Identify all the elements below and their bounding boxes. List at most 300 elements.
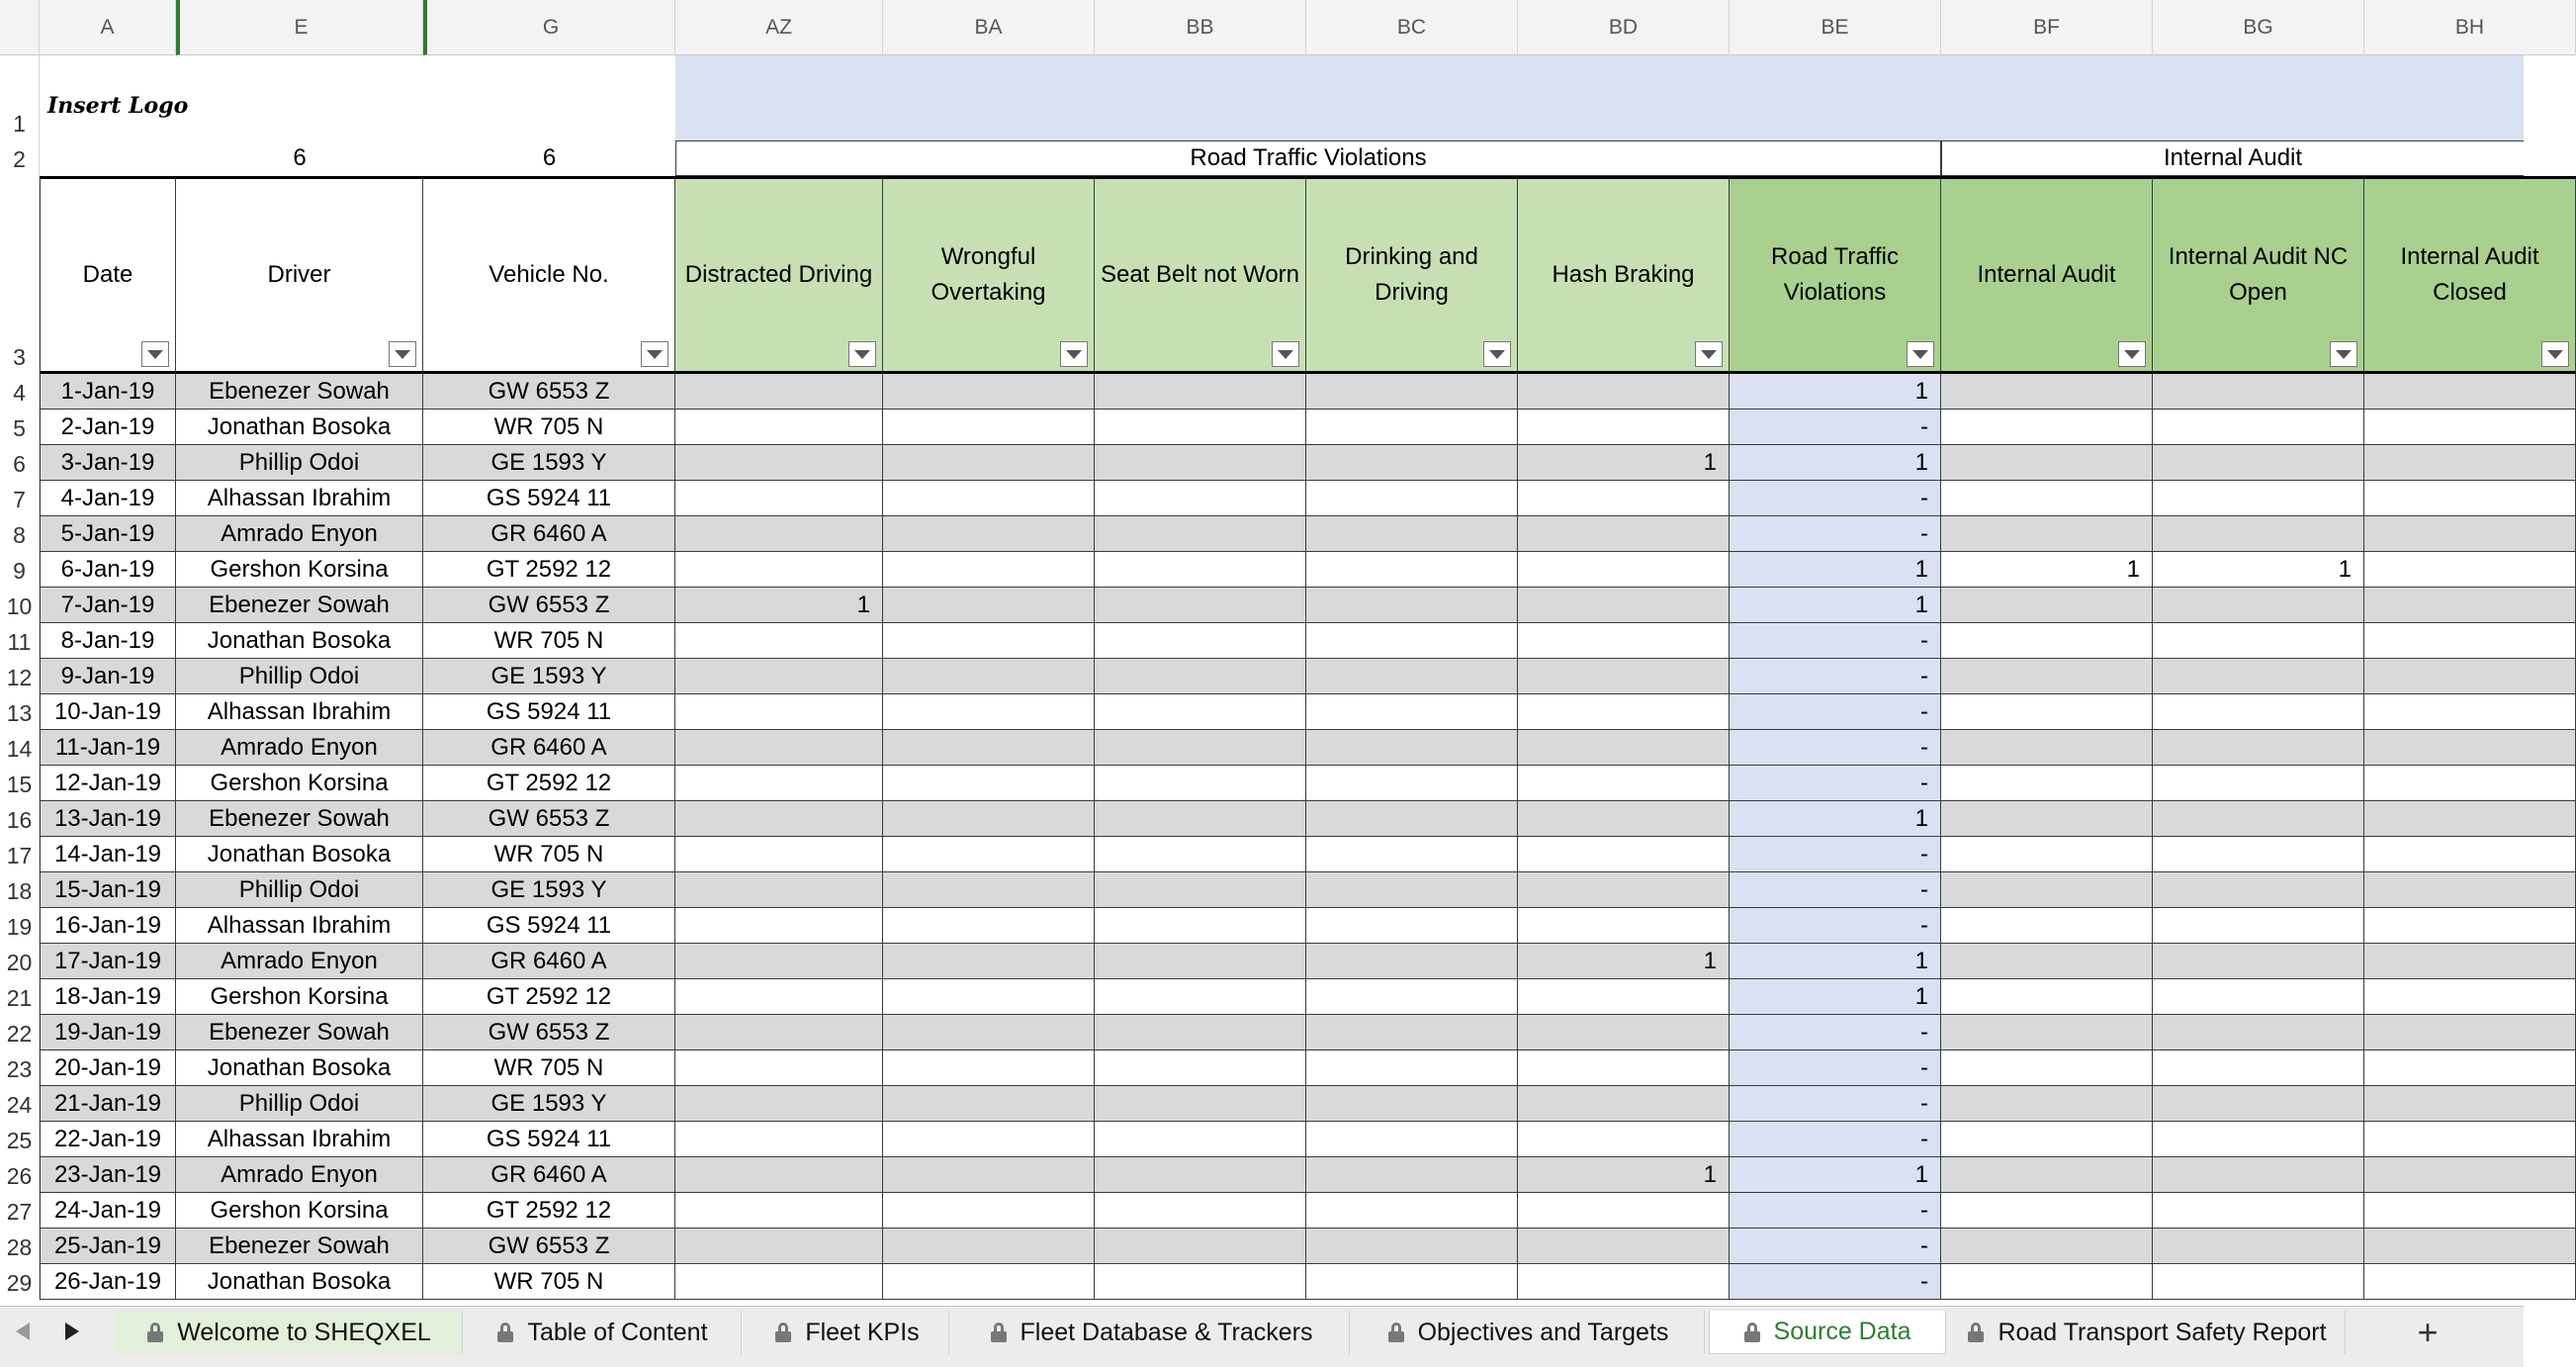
tab-scroll-left-icon[interactable] — [14, 1321, 32, 1347]
table-cell[interactable] — [1941, 623, 2153, 659]
table-cell[interactable]: 9-Jan-19 — [40, 659, 176, 694]
table-cell[interactable] — [1095, 1050, 1306, 1086]
table-cell[interactable] — [675, 659, 883, 694]
row-header[interactable]: 21 — [0, 979, 40, 1015]
table-cell[interactable] — [1095, 979, 1306, 1015]
table-cell[interactable] — [1518, 801, 1730, 837]
table-cell[interactable]: GT 2592 12 — [423, 979, 675, 1015]
table-cell[interactable] — [2364, 694, 2576, 730]
table-cell[interactable] — [2153, 1157, 2364, 1193]
table-cell[interactable] — [883, 837, 1095, 872]
table-cell[interactable]: GW 6553 Z — [423, 1015, 675, 1050]
table-cell[interactable] — [2364, 659, 2576, 694]
table-cell[interactable] — [1518, 481, 1730, 516]
table-cell[interactable] — [1941, 1229, 2153, 1264]
table-cell[interactable]: - — [1730, 908, 1941, 944]
table-cell[interactable]: Ebenezer Sowah — [176, 374, 423, 410]
table-cell[interactable] — [1095, 694, 1306, 730]
table-cell[interactable] — [2153, 623, 2364, 659]
table-cell[interactable] — [1306, 374, 1518, 410]
table-cell[interactable] — [1941, 445, 2153, 481]
table-cell[interactable] — [1095, 730, 1306, 766]
filter-dropdown-icon[interactable] — [2330, 341, 2357, 367]
column-header[interactable]: BC — [1306, 0, 1518, 55]
row-header[interactable]: 10 — [0, 588, 40, 623]
table-cell[interactable] — [1095, 410, 1306, 445]
table-cell[interactable] — [2364, 1050, 2576, 1086]
table-cell[interactable] — [1518, 588, 1730, 623]
table-cell[interactable] — [883, 1229, 1095, 1264]
table-cell[interactable] — [1941, 588, 2153, 623]
table-cell[interactable] — [883, 445, 1095, 481]
table-cell[interactable] — [1306, 1229, 1518, 1264]
table-cell[interactable] — [2364, 1086, 2576, 1122]
table-cell[interactable] — [1518, 1086, 1730, 1122]
table-cell[interactable] — [675, 979, 883, 1015]
table-cell[interactable]: - — [1730, 1015, 1941, 1050]
table-cell[interactable] — [883, 944, 1095, 979]
column-header[interactable]: BF — [1941, 0, 2153, 55]
table-cell[interactable] — [675, 1015, 883, 1050]
filter-dropdown-icon[interactable] — [1060, 341, 1088, 367]
table-cell[interactable] — [1306, 730, 1518, 766]
table-cell[interactable]: - — [1730, 766, 1941, 801]
table-cell[interactable] — [1941, 872, 2153, 908]
table-cell[interactable]: 18-Jan-19 — [40, 979, 176, 1015]
table-cell[interactable]: GT 2592 12 — [423, 552, 675, 588]
table-cell[interactable] — [1941, 1050, 2153, 1086]
row-header[interactable]: 2 — [0, 140, 40, 176]
table-cell[interactable] — [1941, 374, 2153, 410]
table-cell[interactable]: 13-Jan-19 — [40, 801, 176, 837]
table-cell[interactable] — [1306, 694, 1518, 730]
table-cell[interactable] — [1941, 837, 2153, 872]
table-cell[interactable] — [2364, 374, 2576, 410]
table-cell[interactable] — [1095, 1193, 1306, 1229]
table-cell[interactable] — [2153, 516, 2364, 552]
table-cell[interactable] — [883, 374, 1095, 410]
table-cell[interactable]: 6-Jan-19 — [40, 552, 176, 588]
table-cell[interactable] — [2153, 1086, 2364, 1122]
row-header[interactable]: 5 — [0, 410, 40, 445]
table-cell[interactable] — [1941, 801, 2153, 837]
table-cell[interactable] — [1306, 1157, 1518, 1193]
table-cell[interactable]: - — [1730, 1050, 1941, 1086]
table-cell[interactable]: Alhassan Ibrahim — [176, 481, 423, 516]
table-cell[interactable] — [1095, 659, 1306, 694]
table-cell[interactable]: 19-Jan-19 — [40, 1015, 176, 1050]
table-cell[interactable] — [883, 552, 1095, 588]
table-cell[interactable]: 1 — [1730, 445, 1941, 481]
table-cell[interactable]: - — [1730, 516, 1941, 552]
table-cell[interactable] — [2153, 445, 2364, 481]
table-cell[interactable]: WR 705 N — [423, 1050, 675, 1086]
table-cell[interactable] — [883, 623, 1095, 659]
table-cell[interactable] — [1306, 659, 1518, 694]
filter-dropdown-icon[interactable] — [141, 341, 169, 367]
table-cell[interactable] — [675, 694, 883, 730]
table-cell[interactable] — [1095, 623, 1306, 659]
column-header[interactable]: A — [40, 0, 176, 55]
table-cell[interactable] — [675, 1193, 883, 1229]
table-cell[interactable]: Gershon Korsina — [176, 552, 423, 588]
table-cell[interactable]: GE 1593 Y — [423, 1086, 675, 1122]
filter-dropdown-icon[interactable] — [389, 341, 416, 367]
table-cell[interactable] — [883, 588, 1095, 623]
filter-dropdown-icon[interactable] — [641, 341, 668, 367]
table-cell[interactable]: 11-Jan-19 — [40, 730, 176, 766]
table-cell[interactable]: - — [1730, 1193, 1941, 1229]
row-header[interactable]: 29 — [0, 1264, 40, 1300]
table-cell[interactable]: 1 — [1941, 552, 2153, 588]
table-cell[interactable] — [675, 1229, 883, 1264]
table-cell[interactable] — [1306, 908, 1518, 944]
table-cell[interactable] — [1941, 1122, 2153, 1157]
table-cell[interactable] — [1941, 1157, 2153, 1193]
table-cell[interactable] — [2364, 1264, 2576, 1300]
table-cell[interactable]: 8-Jan-19 — [40, 623, 176, 659]
table-cell[interactable] — [1095, 872, 1306, 908]
table-cell[interactable]: - — [1730, 1122, 1941, 1157]
table-cell[interactable]: 1 — [675, 588, 883, 623]
table-cell[interactable]: 10-Jan-19 — [40, 694, 176, 730]
table-cell[interactable] — [1095, 801, 1306, 837]
table-cell[interactable]: 1 — [1730, 552, 1941, 588]
table-cell[interactable]: Gershon Korsina — [176, 1193, 423, 1229]
row-header[interactable]: 14 — [0, 730, 40, 766]
table-cell[interactable] — [1518, 694, 1730, 730]
table-cell[interactable] — [1518, 837, 1730, 872]
table-cell[interactable]: 1 — [1730, 374, 1941, 410]
table-cell[interactable] — [1306, 979, 1518, 1015]
row-header[interactable]: 24 — [0, 1086, 40, 1122]
table-cell[interactable] — [675, 837, 883, 872]
table-cell[interactable] — [1518, 766, 1730, 801]
table-cell[interactable] — [2153, 766, 2364, 801]
table-cell[interactable] — [1941, 694, 2153, 730]
table-cell[interactable]: WR 705 N — [423, 1264, 675, 1300]
table-cell[interactable] — [2153, 837, 2364, 872]
table-cell[interactable] — [1518, 374, 1730, 410]
table-cell[interactable]: GW 6553 Z — [423, 374, 675, 410]
row-header[interactable]: 13 — [0, 694, 40, 730]
table-cell[interactable]: Ebenezer Sowah — [176, 1229, 423, 1264]
table-cell[interactable]: - — [1730, 623, 1941, 659]
table-cell[interactable]: WR 705 N — [423, 410, 675, 445]
table-cell[interactable] — [675, 730, 883, 766]
table-cell[interactable] — [2364, 1122, 2576, 1157]
table-cell[interactable] — [1306, 944, 1518, 979]
table-cell[interactable] — [675, 481, 883, 516]
table-cell[interactable] — [675, 872, 883, 908]
row-header[interactable]: 27 — [0, 1193, 40, 1229]
row-header[interactable]: 1 — [0, 55, 40, 140]
table-cell[interactable]: GS 5924 11 — [423, 694, 675, 730]
row-header[interactable]: 28 — [0, 1229, 40, 1264]
filter-dropdown-icon[interactable] — [1695, 341, 1723, 367]
table-cell[interactable] — [1518, 410, 1730, 445]
sheet-tab[interactable] — [465, 1311, 742, 1354]
row-header[interactable]: 23 — [0, 1050, 40, 1086]
table-cell[interactable] — [2364, 623, 2576, 659]
table-cell[interactable] — [1306, 481, 1518, 516]
table-cell[interactable] — [1306, 445, 1518, 481]
table-cell[interactable] — [1518, 1229, 1730, 1264]
column-header[interactable]: BD — [1518, 0, 1730, 55]
table-cell[interactable]: GR 6460 A — [423, 730, 675, 766]
filter-dropdown-icon[interactable] — [1483, 341, 1511, 367]
table-cell[interactable] — [883, 766, 1095, 801]
table-cell[interactable] — [1095, 374, 1306, 410]
table-cell[interactable] — [883, 872, 1095, 908]
row-header[interactable]: 16 — [0, 801, 40, 837]
table-cell[interactable] — [2153, 659, 2364, 694]
table-cell[interactable] — [1306, 410, 1518, 445]
table-cell[interactable] — [675, 410, 883, 445]
table-cell[interactable] — [2153, 1122, 2364, 1157]
table-cell[interactable] — [883, 801, 1095, 837]
table-cell[interactable]: 26-Jan-19 — [40, 1264, 176, 1300]
table-cell[interactable]: - — [1730, 1086, 1941, 1122]
table-cell[interactable] — [1306, 837, 1518, 872]
table-cell[interactable]: 15-Jan-19 — [40, 872, 176, 908]
table-cell[interactable] — [1095, 1229, 1306, 1264]
table-cell[interactable] — [675, 445, 883, 481]
table-cell[interactable]: 2-Jan-19 — [40, 410, 176, 445]
table-cell[interactable] — [2364, 872, 2576, 908]
table-cell[interactable] — [675, 374, 883, 410]
table-cell[interactable] — [1306, 516, 1518, 552]
sheet-tab[interactable] — [954, 1311, 1350, 1354]
table-cell[interactable] — [675, 908, 883, 944]
column-header[interactable]: AZ — [675, 0, 883, 55]
table-cell[interactable] — [1941, 730, 2153, 766]
select-all-corner[interactable] — [0, 0, 40, 55]
table-cell[interactable] — [1095, 481, 1306, 516]
table-cell[interactable]: Alhassan Ibrahim — [176, 908, 423, 944]
table-cell[interactable] — [1095, 445, 1306, 481]
table-cell[interactable]: GW 6553 Z — [423, 588, 675, 623]
filter-dropdown-icon[interactable] — [1272, 341, 1299, 367]
table-cell[interactable] — [2153, 481, 2364, 516]
row-header[interactable]: 25 — [0, 1122, 40, 1157]
table-cell[interactable]: 1 — [1518, 1157, 1730, 1193]
column-header[interactable]: BB — [1095, 0, 1306, 55]
table-cell[interactable] — [2364, 552, 2576, 588]
column-header[interactable]: E — [176, 0, 423, 55]
table-cell[interactable] — [1306, 552, 1518, 588]
table-cell[interactable] — [2364, 516, 2576, 552]
table-cell[interactable]: - — [1730, 481, 1941, 516]
table-cell[interactable] — [883, 694, 1095, 730]
table-cell[interactable] — [1095, 1122, 1306, 1157]
table-cell[interactable]: 1 — [1518, 944, 1730, 979]
row-header[interactable]: 9 — [0, 552, 40, 588]
column-header[interactable]: BH — [2364, 0, 2576, 55]
table-cell[interactable] — [1095, 1015, 1306, 1050]
table-cell[interactable] — [1941, 1193, 2153, 1229]
table-cell[interactable] — [1941, 659, 2153, 694]
table-cell[interactable] — [675, 1264, 883, 1300]
table-cell[interactable] — [1941, 944, 2153, 979]
table-cell[interactable] — [2153, 801, 2364, 837]
table-cell[interactable] — [1095, 1264, 1306, 1300]
table-cell[interactable]: Jonathan Bosoka — [176, 1264, 423, 1300]
table-cell[interactable] — [2364, 410, 2576, 445]
sheet-tab[interactable] — [1353, 1311, 1705, 1354]
table-cell[interactable] — [883, 979, 1095, 1015]
filter-dropdown-icon[interactable] — [848, 341, 876, 367]
table-cell[interactable]: GE 1593 Y — [423, 445, 675, 481]
table-cell[interactable]: 24-Jan-19 — [40, 1193, 176, 1229]
table-cell[interactable] — [2153, 1015, 2364, 1050]
table-cell[interactable] — [1306, 1193, 1518, 1229]
table-cell[interactable]: 1-Jan-19 — [40, 374, 176, 410]
table-cell[interactable]: - — [1730, 730, 1941, 766]
table-cell[interactable]: Phillip Odoi — [176, 659, 423, 694]
table-cell[interactable]: 16-Jan-19 — [40, 908, 176, 944]
table-cell[interactable]: 1 — [1730, 588, 1941, 623]
table-cell[interactable]: 23-Jan-19 — [40, 1157, 176, 1193]
table-cell[interactable] — [2153, 730, 2364, 766]
row-header[interactable]: 12 — [0, 659, 40, 694]
table-cell[interactable] — [1306, 588, 1518, 623]
row-header[interactable]: 11 — [0, 623, 40, 659]
table-cell[interactable] — [1306, 1015, 1518, 1050]
table-cell[interactable] — [675, 1086, 883, 1122]
table-cell[interactable] — [1518, 872, 1730, 908]
row-header[interactable]: 4 — [0, 374, 40, 410]
table-cell[interactable]: 1 — [1730, 979, 1941, 1015]
table-cell[interactable] — [675, 801, 883, 837]
table-cell[interactable]: Jonathan Bosoka — [176, 410, 423, 445]
sheet-tab[interactable] — [747, 1311, 949, 1354]
table-cell[interactable] — [883, 659, 1095, 694]
table-cell[interactable]: Ebenezer Sowah — [176, 1015, 423, 1050]
table-cell[interactable] — [1518, 1015, 1730, 1050]
table-cell[interactable]: GS 5924 11 — [423, 908, 675, 944]
table-cell[interactable]: GT 2592 12 — [423, 766, 675, 801]
table-cell[interactable]: 1 — [2153, 552, 2364, 588]
table-cell[interactable] — [883, 1086, 1095, 1122]
table-cell[interactable]: WR 705 N — [423, 837, 675, 872]
table-cell[interactable] — [1941, 410, 2153, 445]
table-cell[interactable] — [2153, 410, 2364, 445]
table-cell[interactable] — [675, 1157, 883, 1193]
row-header[interactable]: 8 — [0, 516, 40, 552]
table-cell[interactable] — [2153, 374, 2364, 410]
filter-dropdown-icon[interactable] — [2118, 341, 2146, 367]
row-header[interactable]: 22 — [0, 1015, 40, 1050]
table-cell[interactable]: Gershon Korsina — [176, 766, 423, 801]
table-cell[interactable]: - — [1730, 410, 1941, 445]
row-header[interactable]: 26 — [0, 1157, 40, 1193]
table-cell[interactable] — [883, 908, 1095, 944]
table-cell[interactable] — [1095, 766, 1306, 801]
filter-dropdown-icon[interactable] — [2541, 341, 2569, 367]
column-header[interactable]: BG — [2153, 0, 2364, 55]
table-cell[interactable]: 7-Jan-19 — [40, 588, 176, 623]
table-cell[interactable]: Jonathan Bosoka — [176, 623, 423, 659]
table-cell[interactable] — [883, 1157, 1095, 1193]
table-cell[interactable]: Jonathan Bosoka — [176, 1050, 423, 1086]
table-cell[interactable] — [2364, 1193, 2576, 1229]
table-cell[interactable]: Alhassan Ibrahim — [176, 694, 423, 730]
table-cell[interactable]: - — [1730, 837, 1941, 872]
table-cell[interactable] — [2364, 1229, 2576, 1264]
table-cell[interactable]: GT 2592 12 — [423, 1193, 675, 1229]
table-cell[interactable]: 1 — [1518, 445, 1730, 481]
table-cell[interactable] — [883, 410, 1095, 445]
table-cell[interactable] — [675, 623, 883, 659]
table-cell[interactable] — [1518, 1193, 1730, 1229]
table-cell[interactable] — [2364, 837, 2576, 872]
table-cell[interactable]: 14-Jan-19 — [40, 837, 176, 872]
table-cell[interactable] — [2153, 1264, 2364, 1300]
table-cell[interactable]: GS 5924 11 — [423, 1122, 675, 1157]
table-cell[interactable] — [883, 1264, 1095, 1300]
table-cell[interactable]: - — [1730, 694, 1941, 730]
table-cell[interactable] — [1518, 659, 1730, 694]
sheet-tab[interactable] — [1950, 1311, 2346, 1354]
table-cell[interactable] — [1518, 516, 1730, 552]
table-cell[interactable]: GS 5924 11 — [423, 481, 675, 516]
table-cell[interactable] — [1306, 801, 1518, 837]
table-cell[interactable]: Amrado Enyon — [176, 730, 423, 766]
table-cell[interactable]: GR 6460 A — [423, 516, 675, 552]
table-cell[interactable]: 1 — [1730, 801, 1941, 837]
table-cell[interactable] — [1941, 481, 2153, 516]
table-cell[interactable] — [1306, 1086, 1518, 1122]
table-cell[interactable] — [2153, 588, 2364, 623]
table-cell[interactable]: GR 6460 A — [423, 1157, 675, 1193]
table-cell[interactable]: Ebenezer Sowah — [176, 801, 423, 837]
table-cell[interactable]: Jonathan Bosoka — [176, 837, 423, 872]
row-header[interactable]: 3 — [0, 176, 40, 374]
table-cell[interactable] — [2364, 1157, 2576, 1193]
table-cell[interactable] — [675, 766, 883, 801]
table-cell[interactable] — [1306, 872, 1518, 908]
table-cell[interactable] — [1306, 1050, 1518, 1086]
table-cell[interactable] — [1518, 1122, 1730, 1157]
table-cell[interactable] — [2364, 801, 2576, 837]
table-cell[interactable] — [1941, 516, 2153, 552]
table-cell[interactable] — [883, 1050, 1095, 1086]
table-cell[interactable]: 5-Jan-19 — [40, 516, 176, 552]
column-header[interactable]: G — [423, 0, 675, 55]
table-cell[interactable]: 21-Jan-19 — [40, 1086, 176, 1122]
table-cell[interactable] — [883, 516, 1095, 552]
table-cell[interactable] — [2153, 979, 2364, 1015]
table-cell[interactable] — [1306, 1264, 1518, 1300]
table-cell[interactable]: 4-Jan-19 — [40, 481, 176, 516]
table-cell[interactable]: 3-Jan-19 — [40, 445, 176, 481]
table-cell[interactable] — [1941, 908, 2153, 944]
table-cell[interactable]: Amrado Enyon — [176, 944, 423, 979]
table-cell[interactable]: 17-Jan-19 — [40, 944, 176, 979]
sheet-tab[interactable] — [117, 1311, 463, 1354]
table-cell[interactable] — [1941, 1015, 2153, 1050]
table-cell[interactable] — [2364, 481, 2576, 516]
table-cell[interactable] — [2364, 908, 2576, 944]
table-cell[interactable] — [2364, 766, 2576, 801]
table-cell[interactable]: - — [1730, 1264, 1941, 1300]
table-cell[interactable]: Amrado Enyon — [176, 516, 423, 552]
table-cell[interactable] — [1518, 908, 1730, 944]
table-cell[interactable] — [1095, 837, 1306, 872]
table-cell[interactable]: Ebenezer Sowah — [176, 588, 423, 623]
table-cell[interactable]: - — [1730, 659, 1941, 694]
